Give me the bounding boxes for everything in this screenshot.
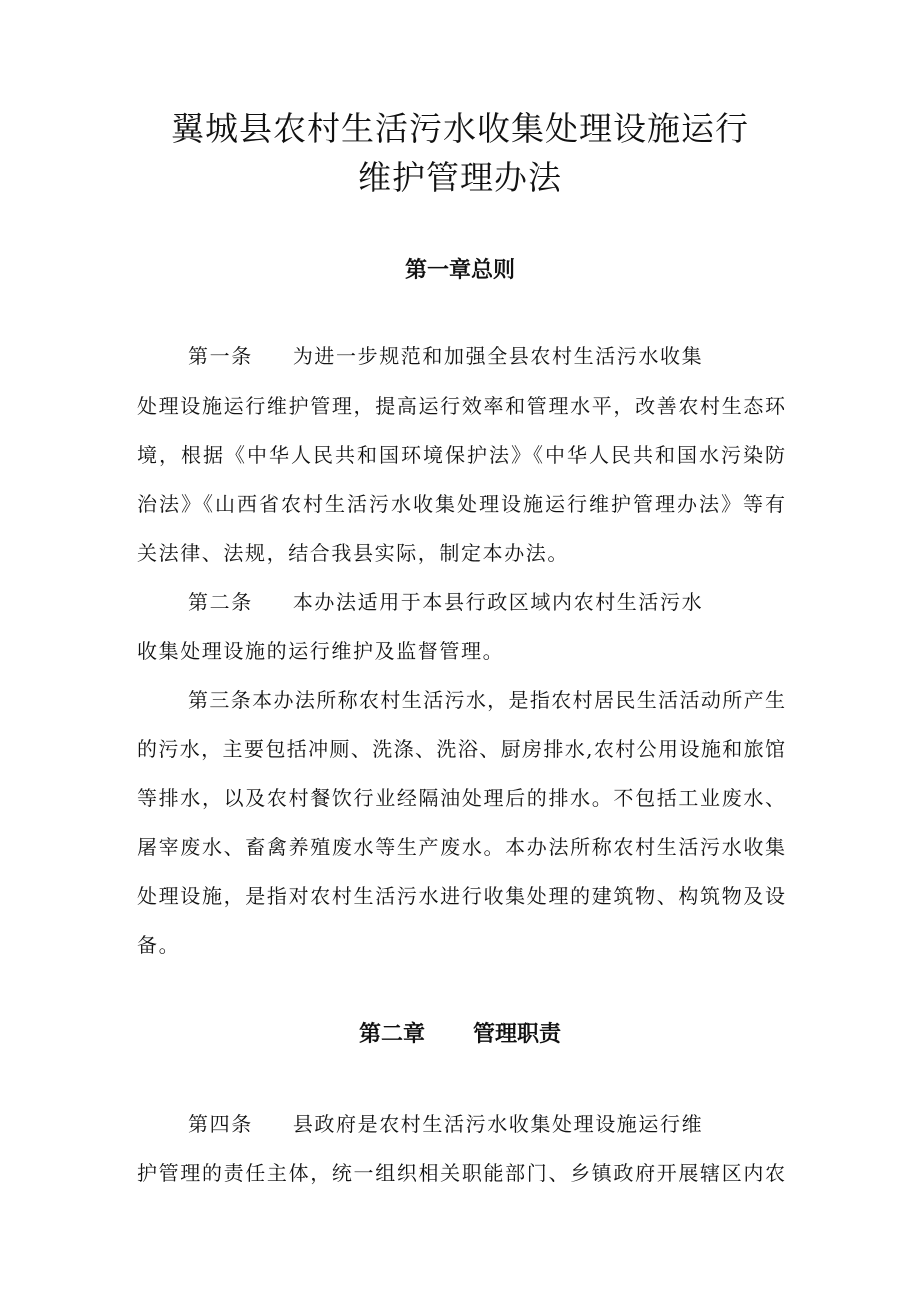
article-1-line-4: 治法》《山西省农村生活污水收集处理设施运行维护管理办法》等有 [137,492,785,516]
article-4-line-1: 县政府是农村生活污水收集处理设施运行维 [292,1112,704,1136]
chapter-2-label: 第二章 [358,1022,425,1047]
chapter-1-heading: 第一章总则 [404,258,515,283]
article-3-line-1: 第三条本办法所称农村生活污水，是指农村居民生活活动所产生 [188,688,785,712]
chapter-2-heading [0,1024,920,1046]
article-3-line-2: 的污水，主要包括冲厕、洗涤、洗浴、厨房排水,农村公用设施和旅馆 [137,737,785,761]
article-2-line-1: 本办法适用于本县行政区域内农村生活污水 [292,590,704,614]
article-3-line-6: 备。 [137,933,181,957]
article-4-label: 第四条 [188,1112,253,1136]
article-1-line-3: 境，根据《中华人民共和国环境保护法》《中华人民共和国水污染防 [137,443,785,467]
article-1-line-1: 为进一步规范和加强全县农村生活污水收集 [292,344,704,368]
article-1-line-5: 关法律、法规，结合我县实际，制定本办法。 [137,541,569,565]
article-2-line-2: 收集处理设施的运行维护及监督管理。 [137,639,505,663]
article-1-label: 第一条 [188,344,253,368]
article-3-line-3: 等排水，以及农村餐饮行业经隔油处理后的排水。不包括工业废水、 [137,786,785,810]
article-2-label: 第二条 [188,590,253,614]
article-4-line-2: 护管理的责任主体，统一组织相关职能部门、乡镇政府开展辖区内农 [137,1161,785,1185]
article-3-line-4: 屠宰废水、畜禽养殖废水等生产废水。本办法所称农村生活污水收集 [137,835,785,859]
article-3-line-5: 处理设施，是指对农村生活污水进行收集处理的建筑物、构筑物及设 [137,884,785,908]
article-1-line-2: 处理设施运行维护管理，提高运行效率和管理水平，改善农村生态环 [137,394,785,418]
article-1-first-line [188,346,703,366]
document-title-line-2: 维护管理办法 [358,158,562,197]
chapter-2-title: 管理职责 [473,1022,562,1047]
article-4-first-line [188,1114,703,1134]
article-2-first-line [188,592,703,612]
document-title-line-1: 翼城县农村生活污水收集处理设施运行 [171,109,749,148]
